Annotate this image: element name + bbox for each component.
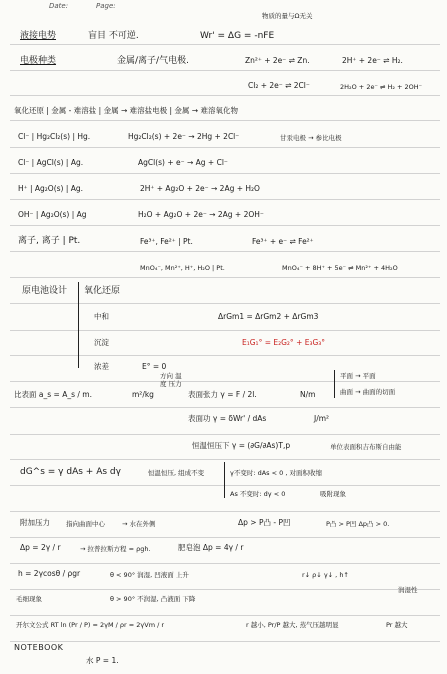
eq-water: 2H₂O + 2e⁻ ⇌ H₂ + 2OH⁻ <box>340 83 423 91</box>
note-wettability: 润湿性 <box>398 586 418 594</box>
note-non-wetting: θ > 90° 不润湿, 凸液面 下降 <box>110 595 196 603</box>
heading-redox-electrodes: 氧化还原 | 金属 - 难溶盐 | 金属 → 难溶盐电极 | 金属 → 难溶氧化物 <box>14 106 238 115</box>
eq-kelvin: 开尔文公式 RT ln (Pr / P) = 2γM / ρr = 2γVm / r <box>16 621 165 629</box>
note-water-outside: → 水在外侧 <box>122 520 156 528</box>
note-pr-larger: Pr 越大 <box>386 621 408 629</box>
eq-silver-oxide-acid: 2H⁺ + Ag₂O + 2e⁻ → 2Ag + H₂O <box>140 184 260 193</box>
ruled-line <box>10 434 440 435</box>
page-label: Page: <box>96 2 116 10</box>
ruled-line <box>10 459 440 460</box>
eq-chlorine: Cl₂ + 2e⁻ ⇌ 2Cl⁻ <box>248 81 310 90</box>
unit-m2-kg: m²/kg <box>132 390 154 399</box>
ruled-line <box>10 303 440 304</box>
design-neutralization: 中和 <box>94 312 109 321</box>
eq-silver-chloride: AgCl(s) + e⁻ → Ag + Cl⁻ <box>138 158 228 167</box>
notebook-label: NOTEBOOK <box>14 643 64 652</box>
heading-cell-design: 原电池设计 <box>22 286 68 296</box>
note-adsorption: 吸附现象 <box>320 490 346 498</box>
note-top: 物质的量与Ω无关 <box>262 12 313 20</box>
ruled-line <box>10 563 440 564</box>
ruled-line <box>10 589 440 590</box>
heading-liquid-junction: 液接电势 <box>20 31 57 41</box>
unit-j-m2: J/m² <box>314 414 330 423</box>
text-electrode-kinds: 金属/离子/气电极. <box>117 56 189 66</box>
def-gibbs-surface: 恒温恒压下 γ = (∂G/∂As)T,p <box>192 441 291 450</box>
note-height-relation: r↓ ρ↓ γ↓ , h↑ <box>302 571 349 579</box>
design-concentration: 浓差 <box>94 362 109 371</box>
eq-gibbs-sum: ΔrGm1 = ΔrGm2 + ΔrGm3 <box>218 312 319 321</box>
eq-permanganate: MnO₄⁻ + 8H⁺ + 5e⁻ ⇌ Mn²⁺ + 4H₂O <box>282 264 398 272</box>
cell-iron: Fe³⁺, Fe²⁺ | Pt. <box>140 237 193 246</box>
brace <box>78 282 79 368</box>
eq-calomel: Hg₂Cl₂(s) + 2e⁻ → 2Hg + 2Cl⁻ <box>128 132 240 141</box>
eq-laplace: Δp = 2γ / r <box>20 543 61 552</box>
brace <box>224 462 225 498</box>
ruled-line <box>10 330 440 331</box>
ruled-line <box>10 147 440 148</box>
heading-additional-pressure: 附加压力 <box>20 518 50 527</box>
cell-ion-ion: 离子, 离子 | Pt. <box>18 236 81 246</box>
def-surface-tension: 表面张力 γ = F / 2l. <box>188 390 257 399</box>
eq-standard-zero: E° = 0 <box>142 362 167 371</box>
eq-convex-concave: P凸 > P凹 Δp凸 > 0. <box>326 520 390 528</box>
def-specific-surface: 比表面 a_s = A_s / m. <box>14 390 92 399</box>
ruled-line <box>10 407 440 408</box>
cell-permanganate: MnO₄⁻, Mn²⁺, H⁺, H₂O | Pt. <box>140 264 225 272</box>
note-reference-electrode: 甘汞电极 → 参比电极 <box>280 134 342 142</box>
eq-dgs: dG^s = γ dAs + As dγ <box>20 467 121 477</box>
ruled-line <box>10 615 440 616</box>
note-area-shrink: γ不变时: dAs < 0 , 对面积收缩 <box>230 469 322 477</box>
ruled-line <box>10 70 440 71</box>
ruled-line <box>10 355 440 356</box>
eq-pressure-diff: Δp > P凸 - P凹 <box>238 518 291 527</box>
note-laplace: → 拉普拉斯方程 = ρgh. <box>80 545 151 553</box>
cell-silver-oxide-base: OH⁻ | Ag₂O(s) | Ag <box>18 210 87 219</box>
note-constant-conditions: 恒温恒压, 组成不变 <box>148 469 205 477</box>
ruled-line <box>10 641 440 642</box>
note-plane: 平面 → 平面 <box>340 372 376 380</box>
design-precipitation: 沉淀 <box>94 338 109 347</box>
note-water-p: 水 P = 1. <box>86 656 119 665</box>
note-center: 指向曲面中心 <box>66 520 105 528</box>
formula-gibbs: Wr' = ΔG = -nFE <box>200 31 275 41</box>
note-curved: 曲面 → 曲面的切面 <box>340 388 396 396</box>
eq-silver-oxide-base: H₂O + Ag₂O + 2e⁻ → 2Ag + 2OH⁻ <box>138 210 264 219</box>
ruled-line <box>10 173 440 174</box>
ruled-line <box>10 485 440 486</box>
ruled-line <box>10 511 440 512</box>
ruled-line <box>10 95 440 96</box>
date-label: Date: <box>49 2 69 10</box>
cell-calomel: Cl⁻ | Hg₂Cl₂(s) | Hg. <box>18 132 91 141</box>
note-as-constant: As 不变时: dγ < 0 <box>230 490 286 498</box>
eq-emf-sum: E₁G₁° = E₂G₂° + E₃G₃° <box>242 338 326 347</box>
heading-capillary: 毛细现象 <box>16 595 42 603</box>
brace <box>334 370 335 398</box>
ruled-line <box>10 44 440 45</box>
ruled-line <box>10 251 440 252</box>
note-gibbs-surface: 单位表面积吉布斯自由能 <box>330 443 402 451</box>
unit-n-m: N/m <box>300 390 316 399</box>
cell-silver-chloride: Cl⁻ | AgCl(s) | Ag. <box>18 158 84 167</box>
def-surface-work: 表面功 γ = δWr' / dAs <box>188 414 267 423</box>
note-direction: 方向 温度 压力 <box>160 372 182 388</box>
ruled-line <box>10 277 440 278</box>
eq-soap-bubble: 肥皂泡 Δp = 4γ / r <box>178 543 244 552</box>
note-wetting: θ < 90° 润湿, 凹液面 上升 <box>110 571 189 579</box>
eq-zinc: Zn²⁺ + 2e⁻ ⇌ Zn. <box>245 56 310 65</box>
design-redox: 氧化还原 <box>84 286 121 296</box>
ruled-line <box>10 537 440 538</box>
note-kelvin: r 越小, Pr/P 越大, 蒸气压越明显 <box>246 621 339 629</box>
cell-silver-oxide-acid: H⁺ | Ag₂O(s) | Ag. <box>18 184 84 193</box>
eq-iron: Fe³⁺ + e⁻ ⇌ Fe²⁺ <box>252 237 314 246</box>
eq-capillary-height: h = 2γcosθ / ρgr <box>18 569 81 578</box>
eq-hydrogen: 2H⁺ + 2e⁻ ⇌ H₂. <box>342 56 403 65</box>
heading-electrode-types: 电极种类 <box>20 56 57 66</box>
ruled-line <box>10 120 440 121</box>
ruled-line <box>10 199 440 200</box>
ruled-line <box>10 225 440 226</box>
text-irreversible: 盲目 不可逆. <box>88 31 139 41</box>
